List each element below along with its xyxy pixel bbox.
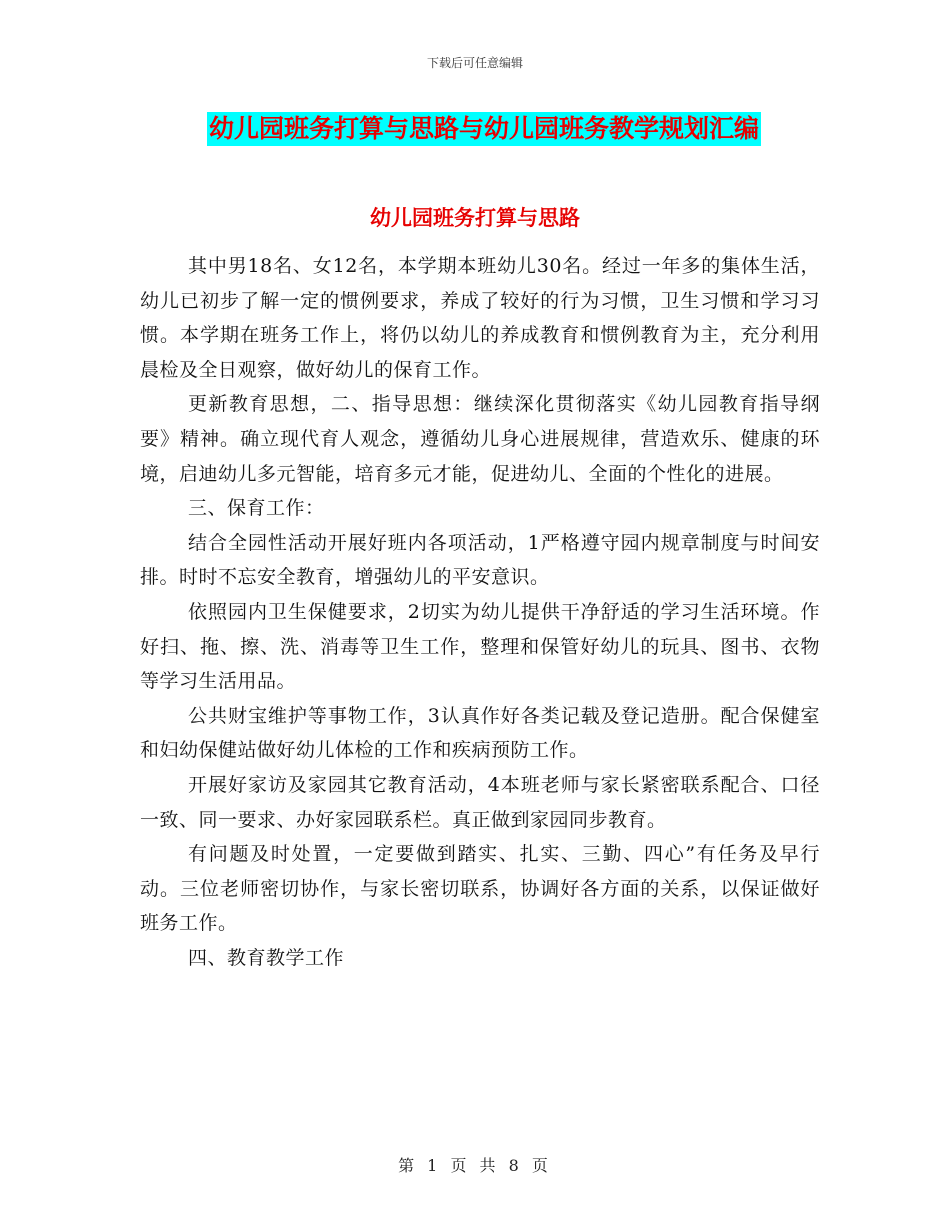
paragraph: 有问题及时处置，一定要做到踏实、扎实、三勤、四心”有任务及早行动。三位老师密切协作，与家长密切联系，协调好各方面的关系，以保证做好班务工作。 bbox=[140, 843, 820, 935]
document-title: 幼儿园班务打算与思路与幼儿园班务教学规划汇编 bbox=[207, 112, 761, 146]
paragraph: 四、教育教学工作 bbox=[188, 946, 345, 969]
paragraph: 公共财宝维护等事物工作，3认真作好各类记载及登记造册。配合保健室和妇幼保健站做好幼儿体检的工作和疾病预防工作。 bbox=[140, 704, 820, 762]
section-title: 幼儿园班务打算与思路 bbox=[370, 205, 580, 230]
paragraph: 其中男18名、女12名，本学期本班幼儿30名。经过一年多的集体生活，幼儿已初步了解一定的惯例要求，养成了较好的行为习惯，卫生习惯和学习习惯。本学期在班务工作上，将仍以幼儿的养成教育和惯例教育为主，充分利用晨检及全日观察，做好幼儿的保育工作。 bbox=[140, 255, 820, 381]
page-footer: 第 1 页 共 8 页 bbox=[398, 1156, 552, 1175]
paragraph: 结合全园性活动开展好班内各项活动，1严格遵守园内规章制度与时间安排。时时不忘安全教育，增强幼儿的平安意识。 bbox=[140, 531, 820, 589]
body-text bbox=[140, 249, 820, 975]
paragraph: 开展好家访及家园其它教育活动，4本班老师与家长紧密联系配合、口径一致、同一要求、办好家园联系栏。真正做到家园同步教育。 bbox=[140, 773, 820, 831]
paragraph: 依照园内卫生保健要求，2切实为幼儿提供干净舒适的学习生活环境。作好扫、拖、擦、洗、消毒等卫生工作，整理和保管好幼儿的玩具、图书、衣物等学习生活用品。 bbox=[140, 600, 820, 693]
paragraph: 三、保育工作： bbox=[188, 497, 325, 520]
paragraph: 更新教育思想，二、指导思想：继续深化贯彻落实《幼儿园教育指导纲要》精神。确立现代育人观念，遵循幼儿身心进展规律，营造欢乐、健康的环境，启迪幼儿多元智能，培育多元才能，促进幼儿、全面的个性化的进展。 bbox=[140, 393, 820, 485]
header-note: 下载后可任意编辑 bbox=[426, 56, 523, 70]
